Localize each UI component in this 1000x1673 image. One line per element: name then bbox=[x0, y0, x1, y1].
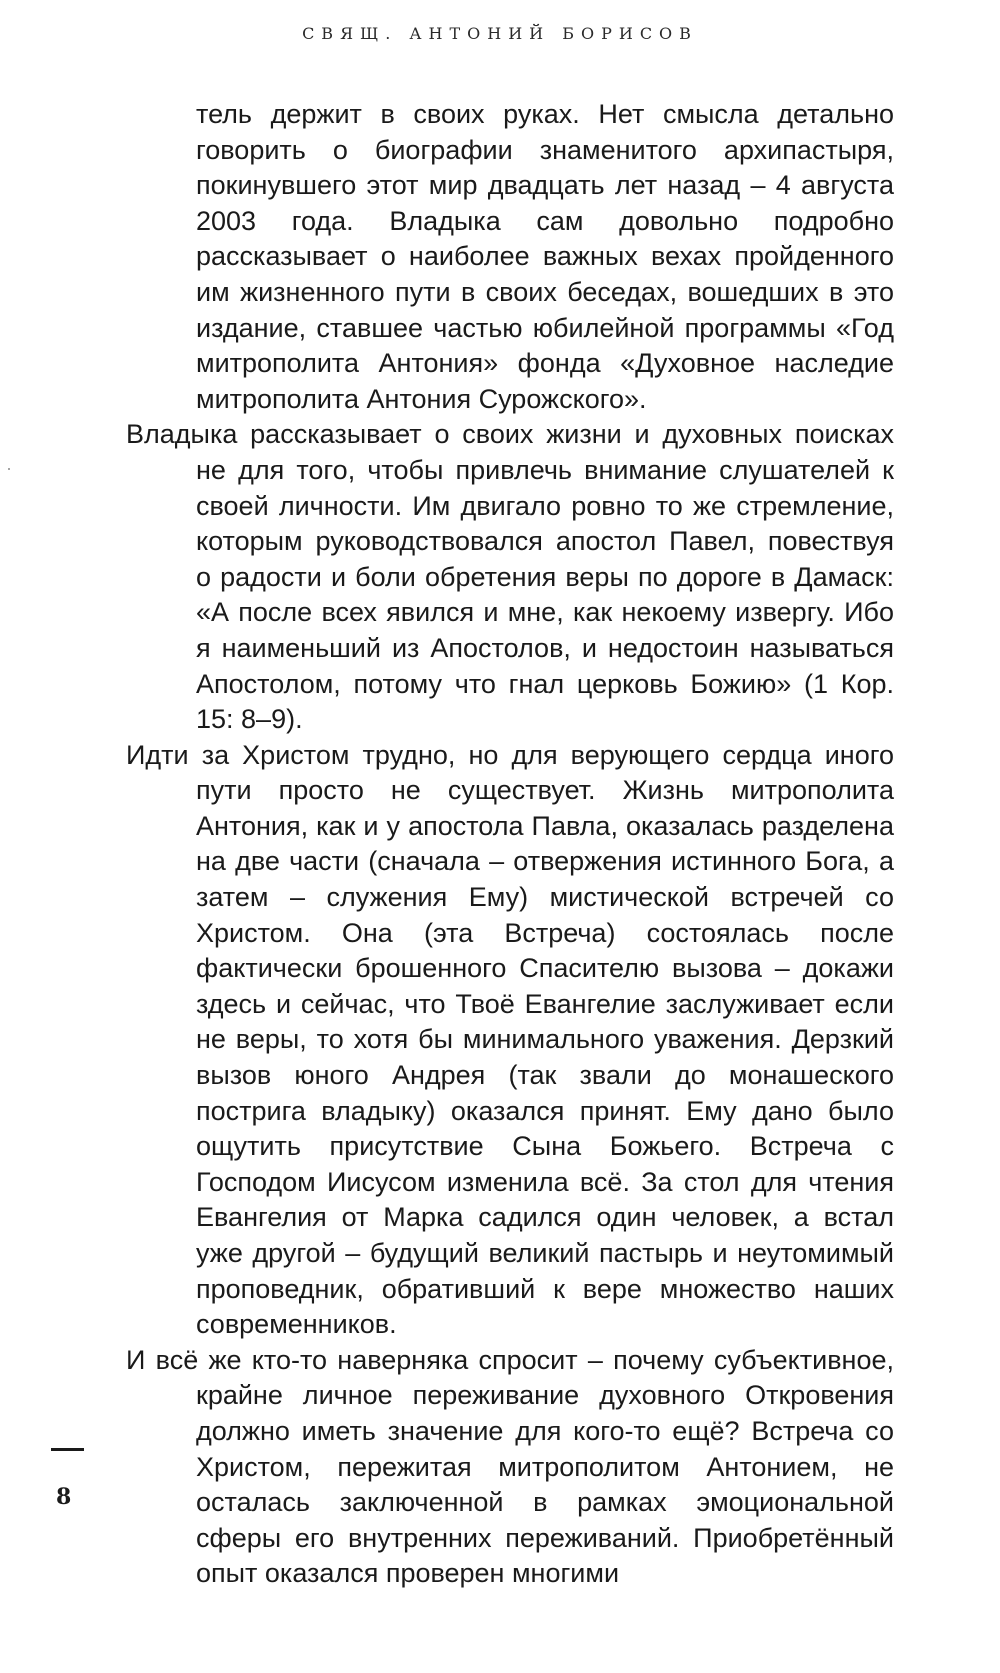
body-text bbox=[126, 97, 894, 1592]
paragraph-3: Идти за Христом трудно, но для верующего сердца иного пути просто не существует. Жизнь митрополита Антония, как и у апостола Павла, оказалась разделена на две части (сначала – отвержения истинного Бога, а затем – служения Ему) мистической встречей со Христом. Она (эта Встреча) состоялась после фактически брошенного Спасителю вызова – докажи здесь и сейчас, что Твоё Евангелие заслуживает если не веры, то хотя бы минимального уважения. Дерзкий вызов юного Андрея (так звали до монашеского пострига владыку) оказался принят. Ему дано было ощутить присутствие Сына Божьего. Встреча с Господом Иисусом изменила всё. За стол для чтения Евангелия от Марка садился один человек, а встал уже другой – будущий великий пастырь и неутомимый проповедник, обративший к вере множество наших современников. bbox=[126, 739, 894, 1340]
paragraph-4: И всё же кто-то наверняка спросит – почему субъективное, крайне личное переживание духовного Откровения должно иметь значение для кого-то ещё? Встреча со Христом, пережитая митрополитом Антонием, не осталась заключенной в рамках эмоциональной сферы его внутренних переживаний. Приобретённый опыт оказался проверен многими bbox=[126, 1344, 894, 1589]
folio-rule bbox=[51, 1448, 84, 1451]
paragraph-2: Владыка рассказывает о своих жизни и духовных поисках не для того, чтобы привлечь внимание слушателей к своей личности. Им двигало ровно то же стремление, которым руководствовался апостол Павел, повествуя о радости и боли обретения веры по дороге в Дамаск: «А после всех явился и мне, как некоему извергу. Ибо я наименьший из Апостолов, и недостоин называться Апостолом, потому что гнал церковь Божию» (1 Кор. 15: 8–9). bbox=[126, 419, 894, 735]
paragraph-1: тель держит в своих руках. Нет смысла детально говорить о биографии знаменитого архипастыря, покинувшего этот мир двадцать лет назад – 4 августа 2003 года. Владыка сам довольно подробно рассказывает о наиболее важных вехах пройденного им жизненного пути в своих беседах, вошедших в это издание, ставшее частью юбилейной программы «Год митрополита Антония» фонда «Духовное наследие митрополита Антония Сурожского». bbox=[196, 99, 894, 414]
running-head: СВЯЩ. АНТОНИЙ БОРИСОВ bbox=[302, 24, 698, 43]
page-number: 8 bbox=[56, 1484, 72, 1510]
print-speck bbox=[8, 468, 10, 470]
